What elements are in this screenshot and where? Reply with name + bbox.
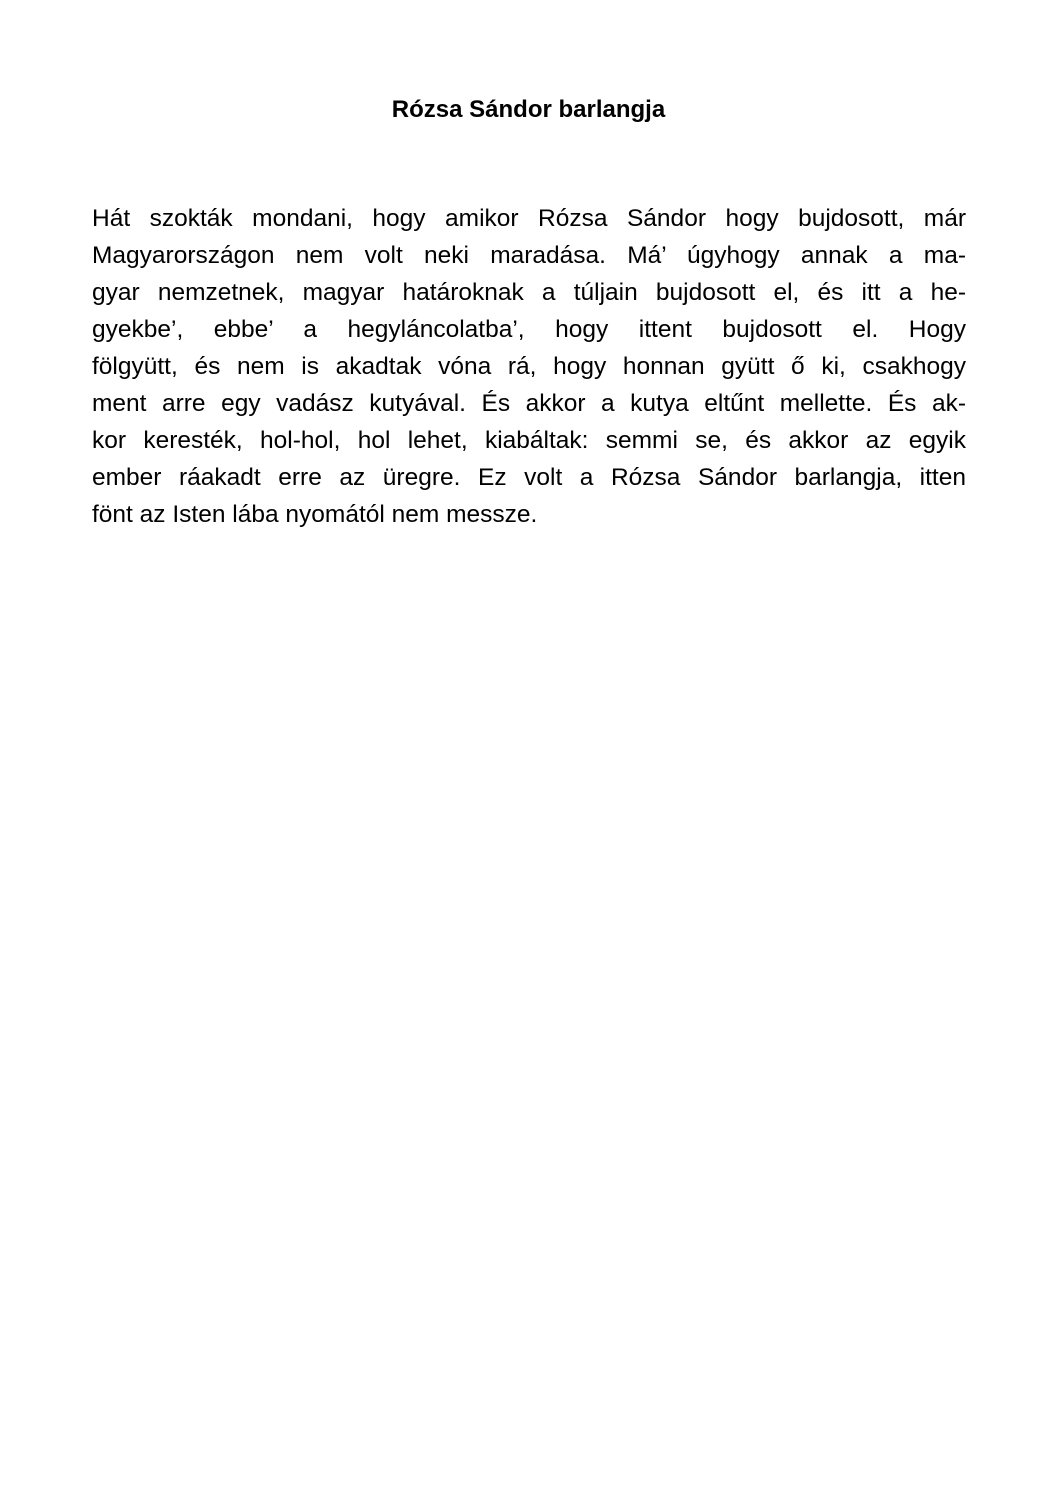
body-line: Hát szokták mondani, hogy amikor Rózsa Sándor hogy bujdosott, már [92, 205, 966, 232]
body-line: fölgyütt, és nem is akadtak vóna rá, hogy honnan gyütt ő ki, csakhogy [92, 353, 966, 380]
body-line: ember ráakadt erre az üregre. Ez volt a Rózsa Sándor barlangja, itten [92, 464, 966, 491]
body-line: fönt az Isten lába nyomától nem messze. [92, 501, 538, 528]
body-line: gyar nemzetnek, magyar határoknak a túljain bujdosott el, és itt a he- [92, 279, 966, 306]
body-line: gyekbe’, ebbe’ a hegyláncolatba’, hogy ittent bujdosott el. Hogy [92, 316, 966, 343]
body-line: kor keresték, hol-hol, hol lehet, kiabáltak: semmi se, és akkor az egyik [92, 427, 966, 454]
document-body [92, 200, 966, 533]
document-title: Rózsa Sándor barlangja [391, 96, 666, 123]
body-line: ment arre egy vadász kutyával. És akkor a kutya eltűnt mellette. És ak- [92, 390, 966, 417]
body-line: Magyarországon nem volt neki maradása. Má’ úgyhogy annak a ma- [92, 242, 966, 269]
